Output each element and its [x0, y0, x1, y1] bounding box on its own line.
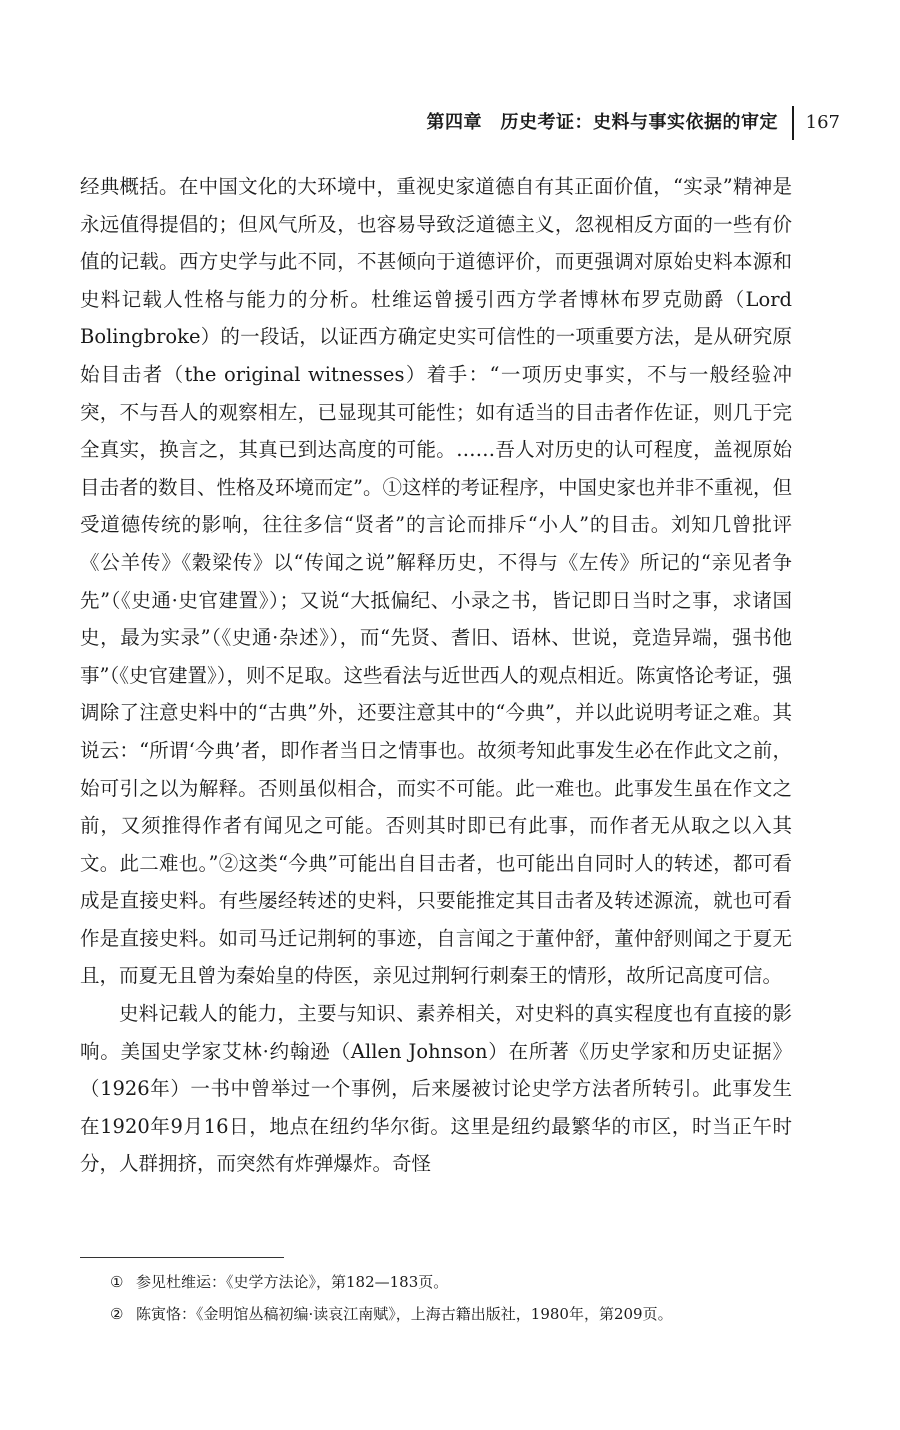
footnote-text: 参见杜维运：《史学方法论》，第182—183页。 [136, 1273, 449, 1291]
header-divider [792, 106, 794, 140]
running-head: 第四章 历史考证：史料与事实依据的审定 [426, 112, 778, 133]
footnote-text: 陈寅恪：《金明馆丛稿初编·读哀江南赋》，上海古籍出版社，1980年，第209页。 [136, 1305, 673, 1323]
body-text [80, 168, 792, 1183]
paragraph: 史料记载人的能力，主要与知识、素养相关，对史料的真实程度也有直接的影响。美国史学家艾林·约翰逊（Allen Johnson）在所著《历史学家和历史证据》（1926年）一书中曾举过一个事例，后来屡被讨论史学方法者所转引。此事发生在1920年9月16日，地点在纽约华尔街。这里是纽约最繁华的市区，时当正午时分，人群拥挤，而突然有炸弹爆炸。奇怪 [80, 1002, 792, 1176]
footnote-mark: ① [110, 1273, 124, 1291]
footnote [80, 1266, 792, 1298]
paragraph-continued: 经典概括。在中国文化的大环境中，重视史家道德自有其正面价值，“实录”精神是永远值得提倡的；但风气所及，也容易导致泛道德主义，忽视相反方面的一些有价值的记载。西方史学与此不同，不甚倾向于道德评价，而更强调对原始史料本源和史料记载人性格与能力的分析。杜维运曾援引西方学者博林布罗克勋爵（Lord Bolingbroke）的一段话，以证西方确定史实可信性的一项重要方法，是从研究原始目击者（the original witnesses）着手：“一项历史事实，不与一般经验冲突，不与吾人的观察相左，已显现其可能性；如有适当的目击者作佐证，则几于完全真实，换言之，其真已到达高度的可能。……吾人对历史的认可程度，盖视原始目击者的数目、性格及环境而定”。①这样的考证程序，中国史家也并非不重视，但受道德传统的影响，往往多信“贤者”的言论而排斥“小人”的目击。刘知几曾批评《公羊传》《穀梁传》以“传闻之说”解释历史，不得与《左传》所记的“亲见者争先”（《史通·史官建置》）；又说“大抵偏纪、小录之书，皆记即日当时之事，求诸国史，最为实录”（《史通·杂述》），而“先贤、耆旧、语林、世说，竞造异端，强书他事”（《史官建置》），则不足取。这些看法与近世西人的观点相近。陈寅恪论考证，强调除了注意史料中的“古典”外，还要注意其中的“今典”，并以此说明考证之难。其说云：“所谓‘今典’者，即作者当日之情事也。故须考知此事发生必在作此文之前，始可引之以为解释。否则虽似相合，而实不可能。此一难也。此事发生虽在作文之前，又须推得作者有闻见之可能。否则其时即已有此事，而作者无从取之以入其文。此二难也。”②这类“今典”可能出自目击者，也可能出自同时人的转述，都可看成是直接史料。有些屡经转述的史料，只要能推定其目击者及转述源流，就也可看作是直接史料。如司马迁记荆轲的事迹，自言闻之于董仲舒，董仲舒则闻之于夏无且，而夏无且曾为秦始皇的侍医，亲见过荆轲行刺秦王的情形，故所记高度可信。 [80, 175, 792, 988]
footnote [80, 1298, 792, 1330]
footnotes [80, 1266, 792, 1330]
page-header [80, 108, 840, 142]
page-number: 167 [805, 112, 840, 133]
footnote-mark: ② [110, 1305, 124, 1323]
footnote-divider [80, 1257, 284, 1258]
